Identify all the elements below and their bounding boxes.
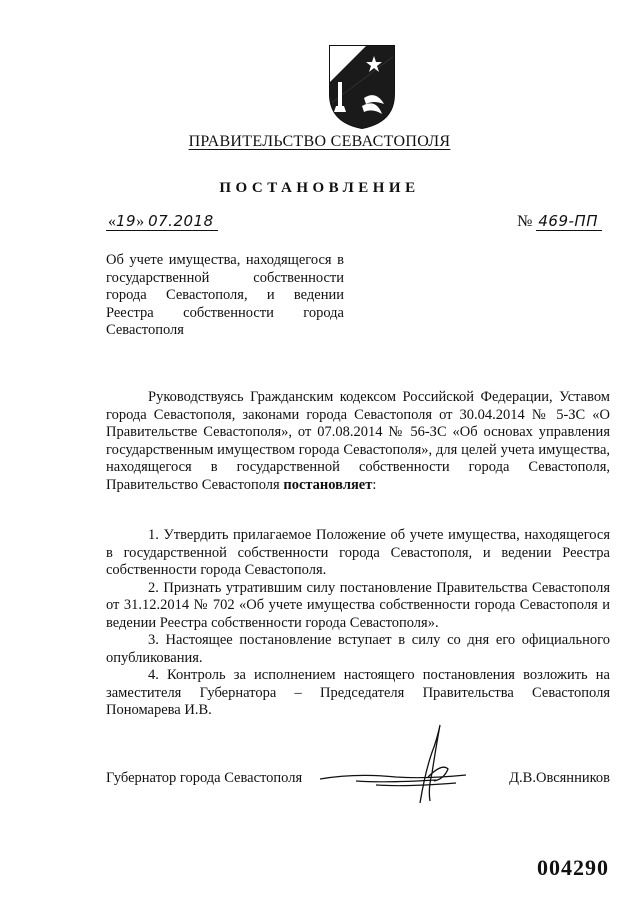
date-close-quote: » xyxy=(136,213,145,230)
preamble-text: Руководствуясь Гражданским кодексом Российской Федерации, Уставом города Севастополя, законами города Севастополя от 30.04.2014 № 5-ЗС «О Правительстве Севастополя», от 07.08.2014 № 56-ЗС «Об основах управления государственным имуществом города Севастополя», для целей учета имущества, находящегося в государственной собственности города Севастополя, Правительство Севастополя xyxy=(106,389,610,493)
number-prefix: № xyxy=(517,213,533,230)
resolution-item: 3. Настоящее постановление вступает в силу со дня его официального опубликования. xyxy=(106,632,610,666)
signature-block xyxy=(106,767,610,807)
date-day: 19 xyxy=(116,212,137,230)
document-date xyxy=(106,212,222,231)
preamble-resolves: постановляет xyxy=(283,476,373,493)
resolution-item: 1. Утвердить прилагаемое Положение об учете имущества, находящегося в государственной собственности города Севастополя, и ведении Реестра собственности города Севастополя. xyxy=(106,527,610,578)
date-open-quote: « xyxy=(108,213,116,230)
resolution-item: 2. Признать утратившим силу постановление Правительства Севастополя от 31.12.2014 № 702 «Об учете имущества собственности города Севастополя и ведении Реестра собственности города Севастополя». xyxy=(106,579,610,631)
document-number xyxy=(492,212,602,231)
number-value: 469-ПП xyxy=(536,212,602,231)
preamble xyxy=(106,389,610,494)
resolution-item: 4. Контроль за исполнением настоящего постановления возложить на заместителя Губернатора – Председателя Правительства Севастополя Пономарева И.В. xyxy=(106,667,610,718)
resolution-items xyxy=(106,527,610,720)
document-subject: Об учете имущества, находящегося в государственной собственности города Севастополя, и ведении Реестра собственности города Севастополя xyxy=(106,252,344,338)
date-month-year: 07.2018 xyxy=(148,212,214,230)
signatory-position: Губернатор города Севастополя xyxy=(106,770,303,786)
registration-number: 004290 xyxy=(537,855,609,880)
government-title: ПРАВИТЕЛЬСТВО СЕВАСТОПОЛЯ xyxy=(188,133,451,150)
coat-of-arms-icon xyxy=(326,42,398,130)
handwritten-signature-icon xyxy=(316,717,496,807)
document-type-title: ПОСТАНОВЛЕНИЕ xyxy=(219,180,420,196)
signatory-name: Д.В.Овсянников xyxy=(509,770,610,786)
preamble-end: : xyxy=(372,476,377,493)
